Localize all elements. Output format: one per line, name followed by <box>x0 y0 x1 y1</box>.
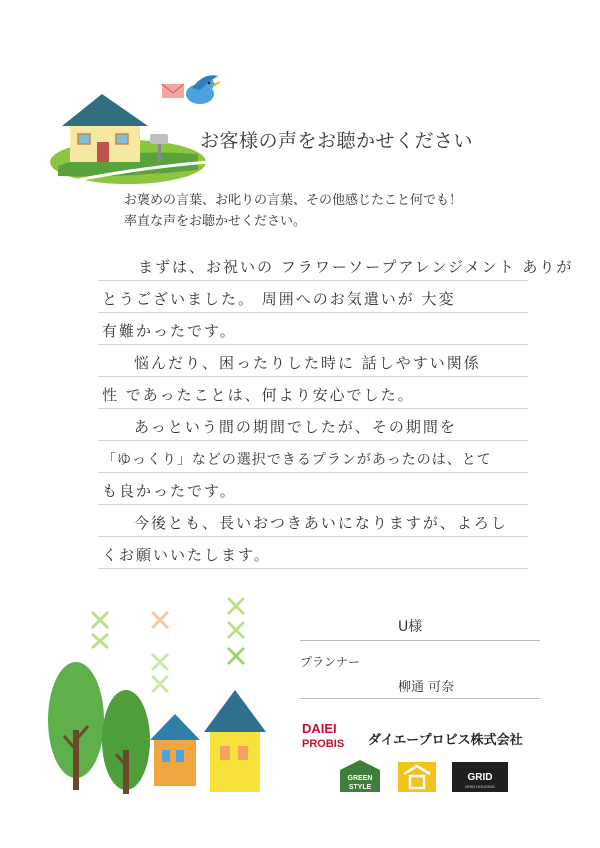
grid-housing-logo <box>452 762 508 792</box>
page-title: お客様の声をお聴かせください <box>200 130 474 152</box>
letter-line: 有難かったです。 <box>102 322 237 340</box>
brand-logos <box>340 760 510 794</box>
letter-line: まずは、お祝いの フラワーソープアレンジメント ありが <box>138 258 574 276</box>
trees-houses-illustration <box>40 590 280 810</box>
ruled-line <box>98 538 528 569</box>
planner-label: プランナー <box>300 655 361 669</box>
svg-text:GREEN: GREEN <box>347 775 373 782</box>
house-icon <box>150 714 200 786</box>
company-name: ダイエープロビス株式会社 <box>368 733 523 748</box>
ruled-line <box>98 282 528 313</box>
ruled-line <box>98 410 528 441</box>
house-mark-logo <box>398 762 436 792</box>
letter-line: あっという間の期間でしたが、その期間を <box>134 418 457 436</box>
svg-text:DAIEI: DAIEI <box>302 721 337 736</box>
ruled-line <box>98 250 574 281</box>
ruled-line <box>98 378 528 409</box>
intro-text <box>124 190 462 232</box>
letter-line: 悩んだり、困ったりした時に 話しやすい関係 <box>134 354 481 372</box>
letter-line: 「ゆっくり」などの選択できるプランがあったのは、とて <box>102 452 492 468</box>
letter-line: 今後とも、長いおつきあいになりますが、よろし <box>134 514 508 532</box>
flower-icon <box>92 598 244 692</box>
tree-icon <box>102 690 150 794</box>
ruled-line <box>98 474 528 505</box>
customer-name: U様 <box>398 619 423 635</box>
letter-line: とうございました。 周囲へのお気遣いが 大変 <box>102 290 456 308</box>
planner-signature <box>300 670 540 699</box>
daiei-probis-logo <box>300 720 364 750</box>
letter-line: 性 であったことは、何より安心でした。 <box>102 386 415 404</box>
ruled-line <box>98 314 528 345</box>
svg-text:STYLE: STYLE <box>348 784 372 791</box>
green-style-logo <box>340 760 380 792</box>
planner-name: 柳通 可奈 <box>398 680 455 695</box>
letter-line: くお願いいたします。 <box>102 546 271 564</box>
company-block <box>300 720 523 750</box>
letter-line: も良かったです。 <box>102 482 237 500</box>
ruled-line <box>98 442 528 473</box>
tree-icon <box>48 662 104 790</box>
brand-logo-row <box>340 760 510 794</box>
house-icon <box>204 690 266 792</box>
customer-signature <box>300 612 540 641</box>
ruled-line <box>98 506 528 537</box>
svg-text:PROBIS: PROBIS <box>302 738 345 750</box>
svg-text:GRID HOUSING: GRID HOUSING <box>465 784 495 789</box>
intro-line: 率直な声をお聴かせください。 <box>124 214 307 229</box>
svg-text:GRID: GRID <box>467 772 493 783</box>
mailbox-icon <box>158 142 161 162</box>
intro-line: お褒めの言葉、お叱りの言葉、その他感じたこと何でも！ <box>124 193 463 208</box>
ruled-line <box>98 346 528 377</box>
